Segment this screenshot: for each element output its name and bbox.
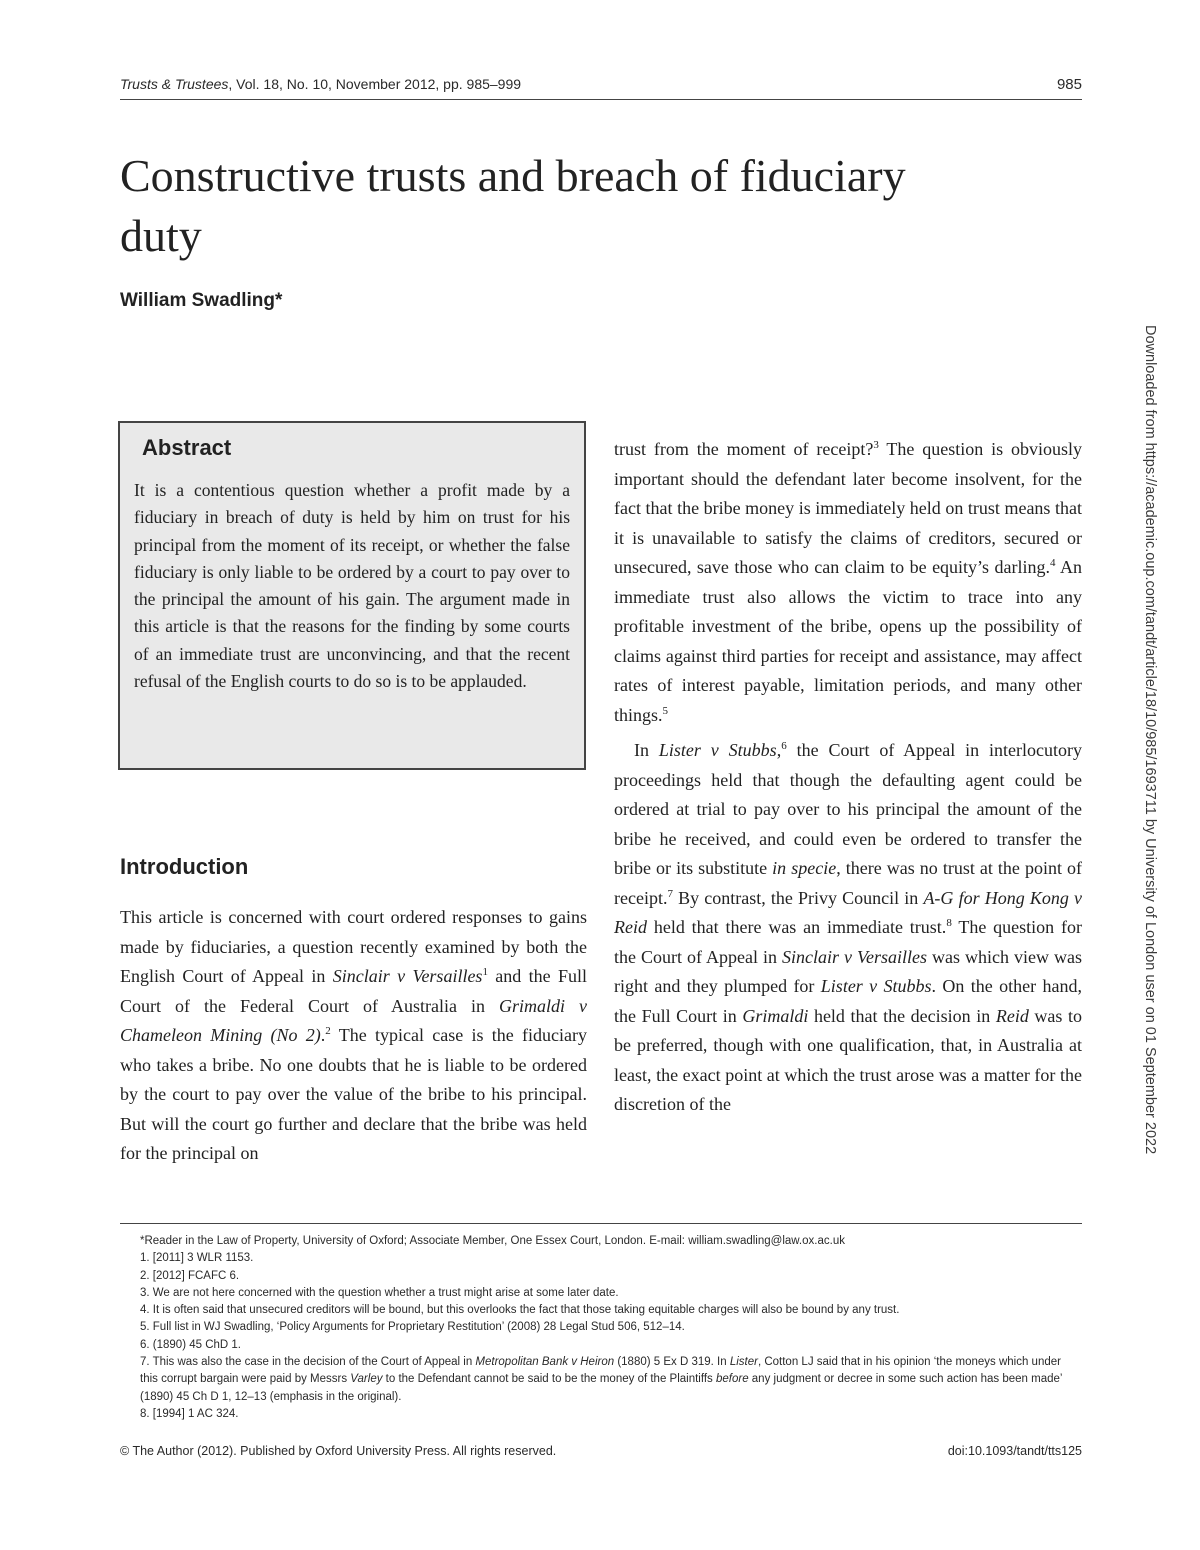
footnote-ref: 6 <box>781 740 787 752</box>
article-title: Constructive trusts and breach of fiduciary duty <box>120 150 906 261</box>
text-run: . On the other hand, the Full Court in <box>614 976 1082 1026</box>
author-name: William Swadling* <box>120 290 283 311</box>
journal-name: Trusts & Trustees <box>120 76 229 92</box>
footnote-ref: 3 <box>873 439 879 451</box>
text-run: , <box>776 740 782 760</box>
abstract-heading: Abstract <box>142 435 232 460</box>
text-run: and the Full Court of the Federal Court of Australia in <box>120 966 588 1016</box>
footnote-rule <box>120 1223 1082 1224</box>
text-run: This article is concerned with court ordered responses to gains made by fiduciaries, a question recently examined by both the English Court of Appeal in <box>120 907 587 986</box>
text-run: trust from the moment of receipt? <box>614 439 874 459</box>
footnotes <box>120 1233 1082 1423</box>
footnote-5: 5. Full list in WJ Swadling, ‘Policy Arguments for Proprietary Restitution’ (2008) 28 Legal Stud 506, 512–14. <box>140 1321 685 1334</box>
text-run: was to be preferred, though with one qualification, that, in Australia at least, the exact point at which the trust arose was a matter for the discretion of the <box>614 1005 1082 1114</box>
italic-term: before <box>715 1373 749 1386</box>
abstract-text: It is a contentious question whether a profit made by a fiduciary in breach of duty is held by him on trust for his principal from the moment of its receipt, or whether the false fiduciary is only liable to be ordered by a court to pay over to the principal the amount of his gain. The argument made in this article is that the reasons for the finding by some courts of an immediate trust are unconvincing, and that the recent refusal of the English courts to do so is to be applauded. <box>134 480 570 692</box>
journal-citation: , Vol. 18, No. 10, November 2012, pp. 985–999 <box>228 76 522 92</box>
case-name: Grimaldi v Chameleon Mining (No 2) <box>120 995 587 1045</box>
footnote-ref: 1 <box>482 966 488 978</box>
case-name: Reid <box>995 1005 1029 1026</box>
header-rule <box>120 99 1082 100</box>
text-run: An immediate trust also allows the victim to trace into any profitable investment of the bribe, opens up the possibility of claims against third parties for receipt and assistance, may affect rates of interest payable, limitation periods, and many other things. <box>614 557 1082 725</box>
text-run: was which view was right and they plumped for <box>614 946 1083 996</box>
case-name: Lister v Stubbs <box>820 976 932 996</box>
footnote-3: 3. We are not here concerned with the question whether a trust might arise at some later date. <box>140 1286 619 1299</box>
case-name: A-G for Hong Kong v Reid <box>614 887 1082 937</box>
footnote-8: 8. [1994] 1 AC 324. <box>140 1407 239 1420</box>
text-run: The question is obviously important should the defendant later become insolvent, for the fact that the bribe money is immediately held on trust means that it is unavailable to satisfy the claims of creditors, secured or unsecured, save those who can claim to be equity’s darling. <box>614 439 1082 577</box>
footnote-author: *Reader in the Law of Property, University of Oxford; Associate Member, One Essex Court, London. E-mail: william.swadling@law.ox.ac.uk <box>140 1235 845 1247</box>
footnote-4: 4. It is often said that unsecured creditors will be bound, but this overlooks the fact that those taking equitable charges will also be bound by any trust. <box>140 1304 900 1317</box>
case-name: Sinclair v Versailles <box>332 966 483 986</box>
download-watermark: Downloaded from https://academic.oup.com/tandt/article/18/10/985/1693711 by University of London user on 01 September 2022 <box>1142 325 1158 1155</box>
text-run: 7. This was also the case in the decision of the Court of Appeal in <box>140 1356 476 1369</box>
case-name: Grimaldi <box>742 1005 809 1026</box>
body-paragraph <box>614 435 1082 730</box>
text-run: held that there was an immediate trust. <box>647 917 947 937</box>
text-run: the Court of Appeal in interlocutory proceedings held that though the defaulting agent could be ordered at trial to pay over to his principal the amount of the bribe he received, and could even be ordered to transfer the bribe or its substitute <box>614 740 1082 878</box>
text-run: , there was no trust at the point of receipt. <box>614 858 1082 908</box>
body-column-left <box>120 903 587 1169</box>
footnote-2: 2. [2012] FCAFC 6. <box>140 1269 240 1282</box>
footnote-ref: 5 <box>662 704 669 717</box>
footnote-ref: 4 <box>1050 557 1056 569</box>
text-run: to the Defendant cannot be said to be the money of the Plaintiffs <box>382 1373 716 1386</box>
text-run: held that the decision in <box>808 1005 996 1026</box>
footnote-ref: 7 <box>667 887 673 900</box>
abstract-box <box>118 421 586 770</box>
body-column-right <box>614 435 1082 1120</box>
text-run: The typical case is the fiduciary who takes a bribe. No one doubts that he is liable to be ordered by the court to pay over the value of the bribe to his principal. But will the court go further and declare that the bribe was held for the principal on <box>120 1025 587 1163</box>
footnote-ref: 2 <box>325 1025 331 1037</box>
party-name: Varley <box>350 1373 383 1386</box>
text-run: . <box>320 1025 326 1045</box>
copyright-notice: © The Author (2012). Published by Oxford University Press. All rights reserved. <box>120 1444 557 1458</box>
case-name: Lister <box>729 1356 758 1369</box>
text-run: By contrast, the Privy Council in <box>672 887 924 908</box>
footnote-1: 1. [2011] 3 WLR 1153. <box>140 1252 254 1265</box>
section-heading-introduction: Introduction <box>120 854 249 879</box>
body-paragraph <box>120 903 587 1169</box>
text-run: (1880) 5 Ex D 319. In <box>614 1356 730 1369</box>
body-paragraph <box>614 736 1082 1120</box>
italic-term: in specie <box>772 858 837 878</box>
footnote-6: 6. (1890) 45 ChD 1. <box>140 1338 242 1351</box>
running-head <box>120 76 1082 98</box>
text-run: any judgment or decree in some such action has been made’ (1890) 45 Ch D 1, 12–13 (emphasis in the original). <box>140 1373 1063 1403</box>
footnote-7 <box>120 1354 1082 1406</box>
doi-link[interactable]: doi:10.1093/tandt/tts125 <box>947 1444 1082 1458</box>
text-run: The question for the Court of Appeal in <box>614 917 1082 967</box>
text-run: , Cotton LJ said that in his opinion ‘the moneys which under this corrupt bargain were paid by Messrs <box>140 1356 1061 1386</box>
footnote-ref: 8 <box>946 917 952 929</box>
case-name: Sinclair v Versailles <box>782 946 928 967</box>
text-run: In <box>634 740 659 760</box>
page-number: 985 <box>1056 76 1082 93</box>
case-name: Metropolitan Bank v Heiron <box>475 1356 615 1369</box>
case-name: Lister v Stubbs <box>658 740 777 760</box>
